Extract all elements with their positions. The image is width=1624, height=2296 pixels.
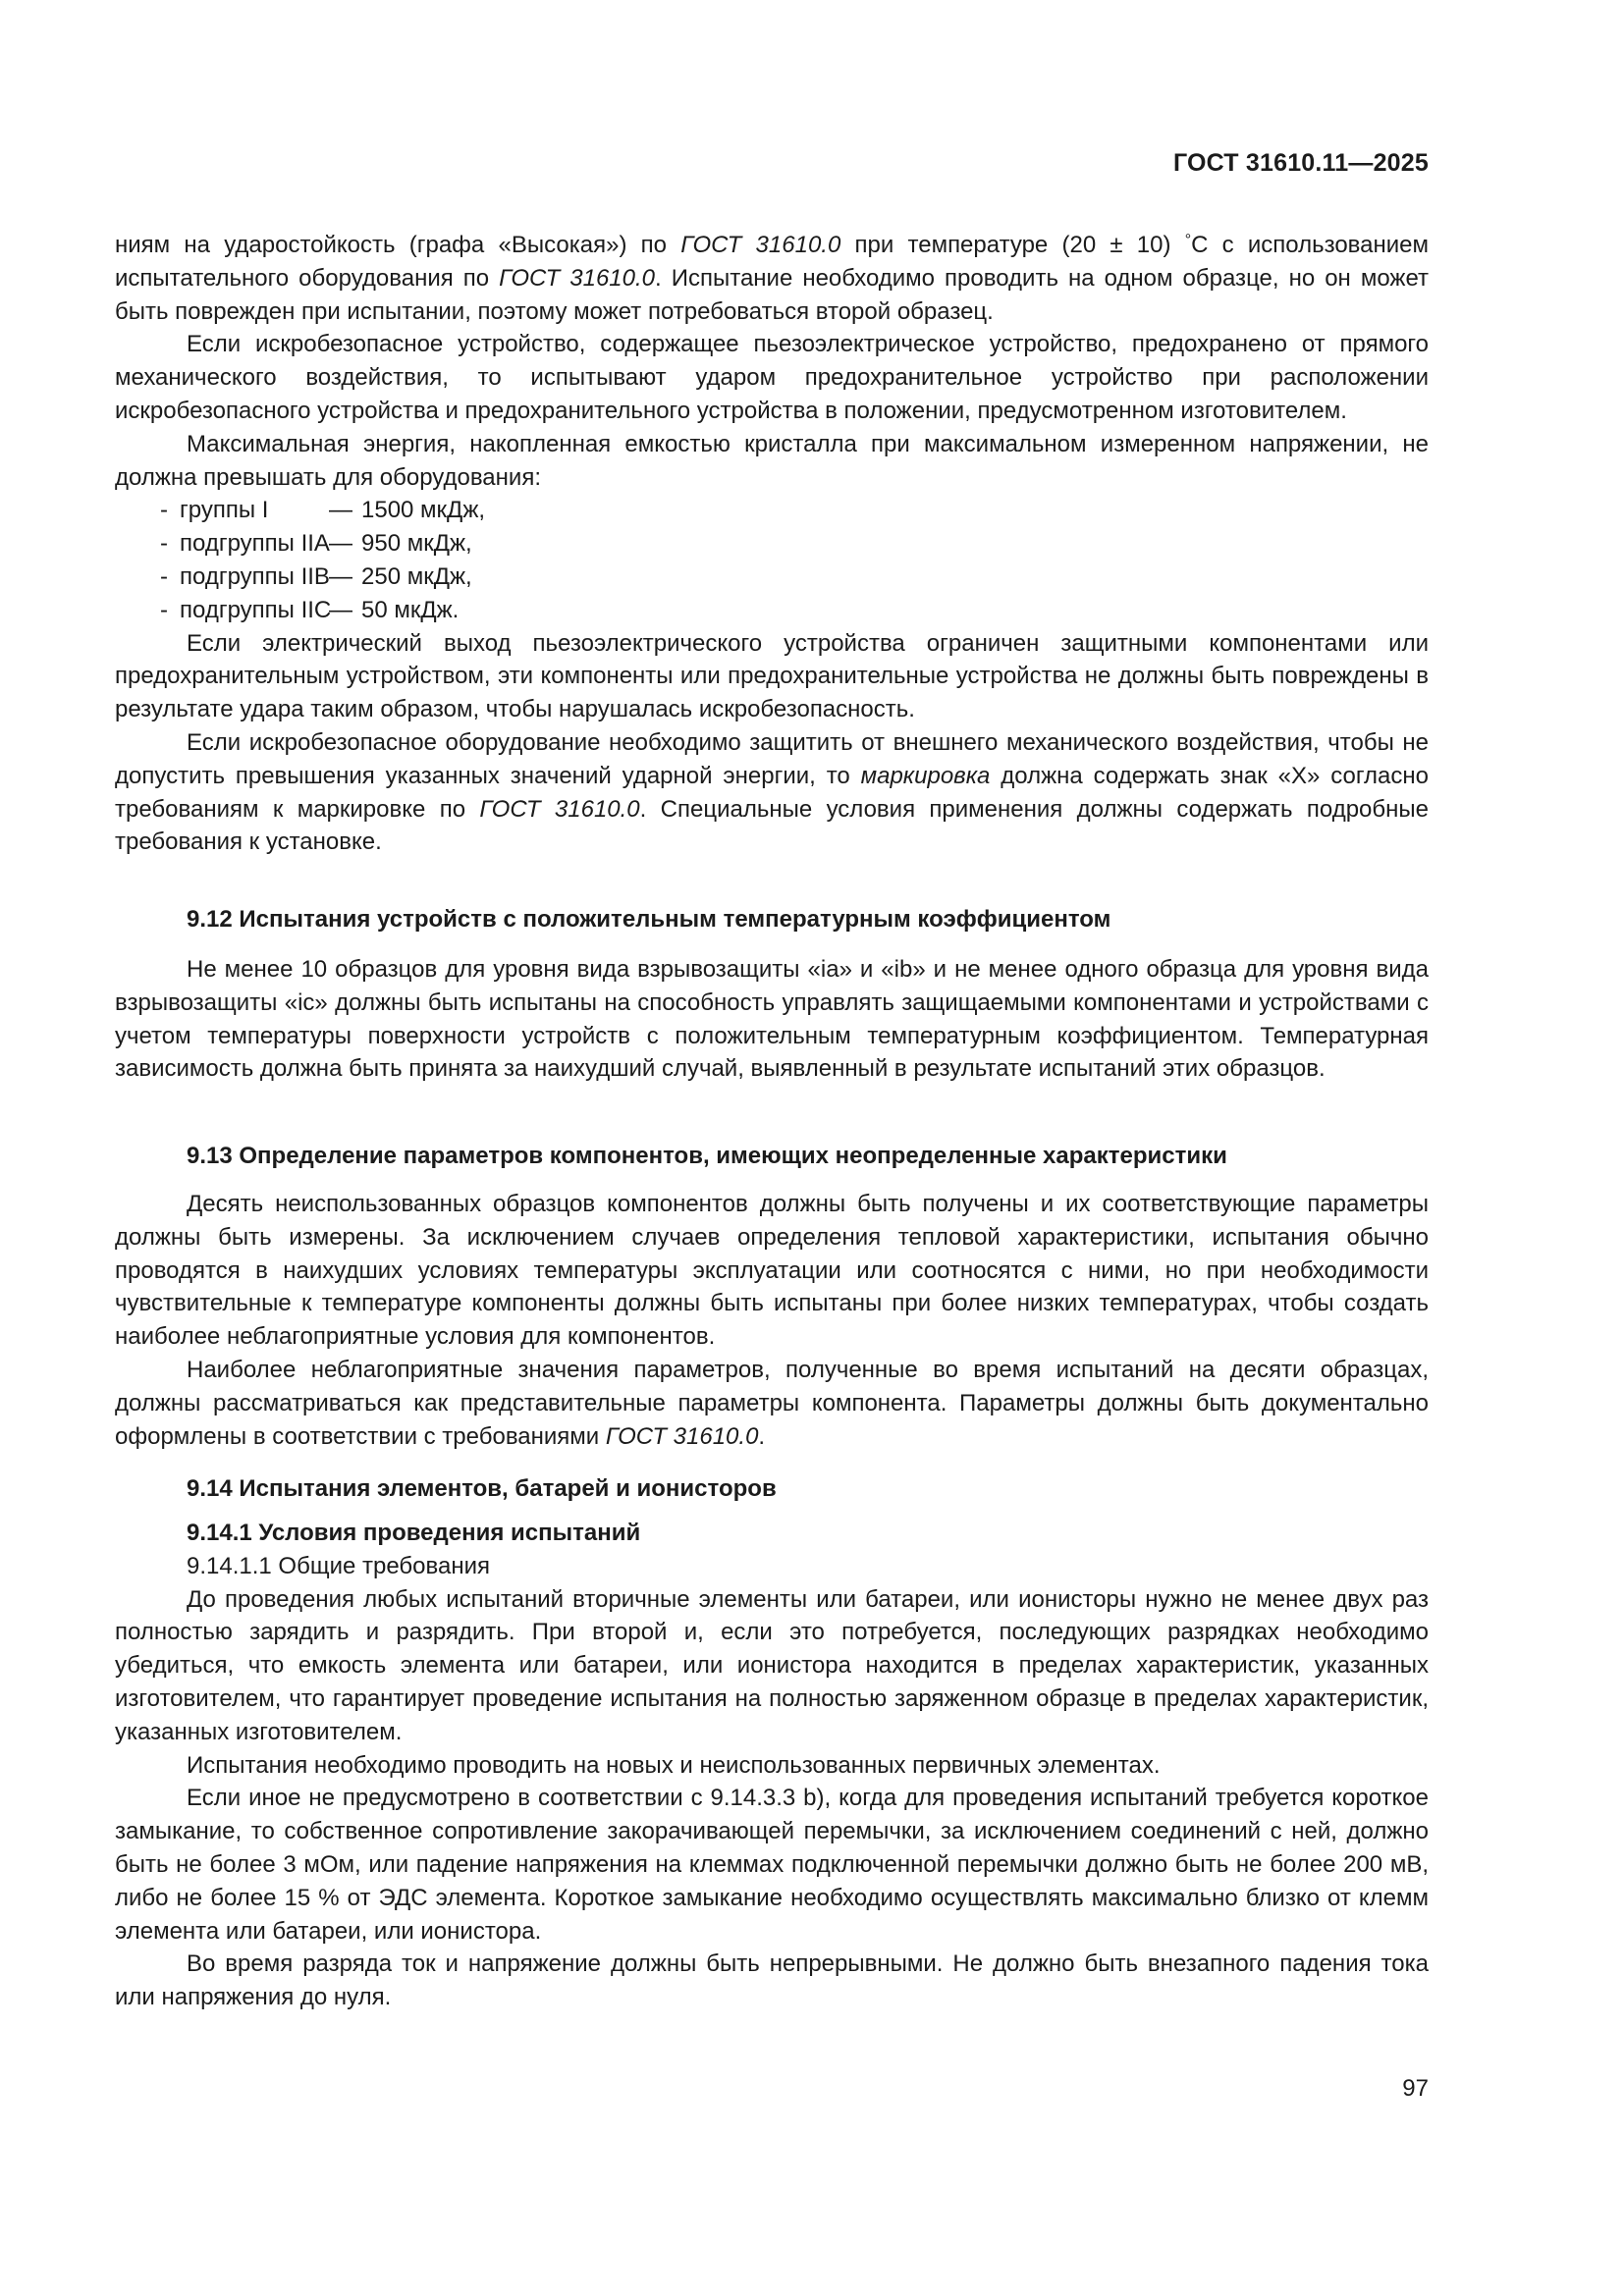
standard-reference: ГОСТ 31610.0 (605, 1422, 759, 1450)
standard-reference: ГОСТ 31610.0 (680, 232, 841, 258)
clause-heading: 9.14.1.1 Общие требования (187, 1552, 490, 1579)
paragraph-continuous-discharge: Во время разряда ток и напряжение должны быть непрерывными. Не должно быть внезапного падения тока или напряжения до нуля. (115, 1950, 1429, 2011)
section-9-14 (115, 1472, 1429, 1506)
section-9-13-body (115, 1188, 1429, 1453)
list-item: - подгруппы IIC — 50 мкДж. (160, 596, 460, 623)
paragraph-marking-x: Если искробезопасное оборудование необходимо защитить от внешнего механического воздействия, чтобы не допустить превышения указанных значений ударной энергии, то маркировка должна содержать знак «Х» согласно требованиям к маркировке по ГОСТ 31610.0. Специальные условия применения должны содержать подробные требования к установке. (115, 728, 1430, 856)
paragraph-short-circuit: Если иное не предусмотрено в соответствии с 9.14.3.3 b), когда для проведения испытаний требуется короткое замыкание, то собственное сопротивление закорачивающей перемычки, за исключением соединений с ней, должно быть не более 3 мОм, или падение напряжения на клеммах подключенной перемычки должно быть не более 200 мВ, либо не более 15 % от ЭДС элемента. Короткое замыкание необходимо осуществлять максимально близко от клемм элемента или батареи, или ионистора. (115, 1785, 1429, 1945)
section-heading: 9.13 Определение параметров компонентов, имеющих неопределенные характеристики (187, 1143, 1227, 1169)
section-heading: 9.14 Испытания элементов, батарей и ионисторов (187, 1475, 777, 1502)
paragraph-protective-components: Если электрический выход пьезоэлектрического устройства ограничен защитными компонентами или предохранительным устройством, эти компоненты или предохранительные устройства не должны быть повреждены в результате удара таким образом, чтобы нарушалась искробезопасность. (115, 629, 1429, 723)
section-9-12 (115, 903, 1429, 936)
paragraph-primary-cells: Испытания необходимо проводить на новых и неиспользованных первичных элементах. (187, 1751, 1161, 1779)
subsection-heading: 9.14.1 Условия проведения испытаний (187, 1520, 641, 1546)
section-9-14-body (115, 1517, 1429, 2014)
paragraph-impact-test: ниям на ударостойкость (графа «Высокая») по ГОСТ 31610.0 при температуре (20 ± 10) °С с использованием испытательного оборудования по ГОСТ 31610.0. Испытание необходимо проводить на одном образце, но он может быть поврежден при испытании, поэтому может потребоваться второй образец. (115, 232, 1430, 325)
section-9-12-body (115, 953, 1429, 1086)
energy-limits-list (115, 494, 1429, 626)
standard-reference: ГОСТ 31610.0 (499, 264, 656, 292)
list-item: - подгруппы IIB — 250 мкДж, (160, 562, 472, 590)
list-item: - подгруппы IIA — 950 мкДж, (160, 530, 472, 558)
paragraph-worst-values: Наиболее неблагоприятные значения параметров, полученные во время испытаний на десяти образцах, должны рассматриваться как представительные параметры компонента. Параметры должны быть документально оформлены в соответствии с требованиями ГОСТ 31610.0. (115, 1356, 1429, 1450)
standard-reference: ГОСТ 31610.0 (479, 795, 640, 823)
term-marking: маркировка (860, 762, 991, 789)
paragraph-charge-discharge: До проведения любых испытаний вторичные элементы или батареи, или ионисторы нужно не менее двух раз полностью зарядить и разрядить. При второй и, если это потребуется, последующих разрядках необходимо убедиться, что емкость элемента или батареи, или ионистора находится в пределах характеристик, указанных изготовителем, что гарантирует проведение испытания на полностью заряженном образце в пределах характеристик, указанных изготовителем. (115, 1585, 1429, 1745)
paragraph-unused-samples: Десять неиспользованных образцов компонентов должны быть получены и их соответствующие параметры должны быть измерены. За исключением случаев определения тепловой характеристики, испытания обычно проводятся в наихудших условиях температуры эксплуатации или соотносятся с ними, но при необходимости чувствительные к температуре компоненты должны быть испытаны при более низких температурах, чтобы создать наиболее неблагоприятные условия для компонентов. (115, 1191, 1429, 1351)
section-heading: 9.12 Испытания устройств с положительным температурным коэффициентом (187, 906, 1111, 933)
paragraph-piezo-protection: Если искробезопасное устройство, содержащее пьезоэлектрическое устройство, предохранено от прямого механического воздействия, то испытывают ударом предохранительное устройство при расположении искробезопасного устройства и предохранительного устройства в положении, предусмотренном изготовителем. (115, 331, 1429, 424)
paragraph-max-energy: Максимальная энергия, накопленная емкостью кристалла при максимальном измеренном напряжении, не должна превышать для оборудования: (115, 430, 1429, 491)
section-9-13 (115, 1140, 1429, 1173)
page-number: 97 (1402, 2075, 1429, 2102)
list-item: - группы I — 1500 мкДж, (160, 497, 486, 524)
paragraph-ptc-test: Не менее 10 образцов для уровня вида взрывозащиты «ia» и «ib» и не менее одного образца для уровня вида взрывозащиты «ic» должны быть испытаны на способность управлять защищаемыми компонентами и устройствами с учетом температуры поверхности устройств с положительным температурным коэффициентом. Температурная зависимость должна быть принята за наихудший случай, выявленный в результате испытаний этих образцов. (115, 956, 1429, 1083)
intro-section (115, 224, 1429, 859)
document-code-header: ГОСТ 31610.11—2025 (1172, 149, 1429, 177)
